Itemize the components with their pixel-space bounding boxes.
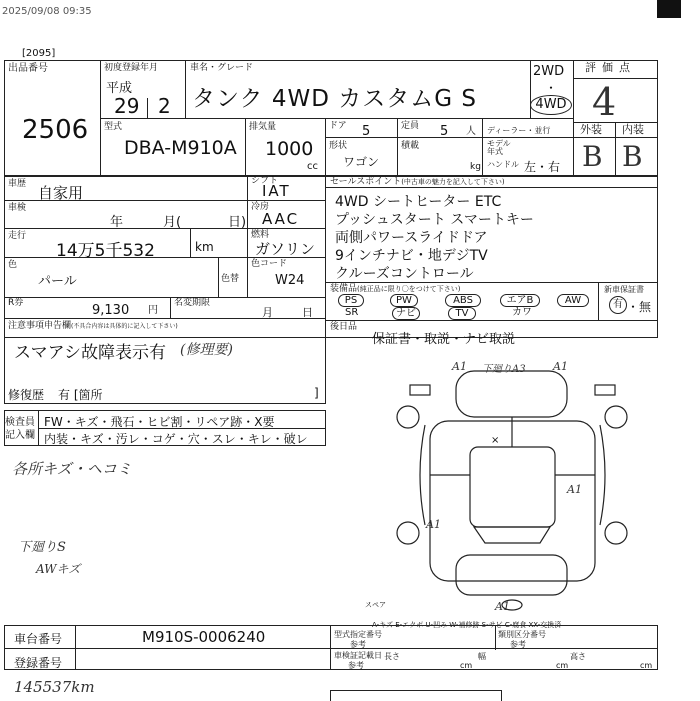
sales-label bbox=[330, 177, 505, 187]
ref-label-1: 参考 bbox=[350, 640, 366, 649]
notes-hand: (修理要) bbox=[180, 342, 233, 358]
usage-value: 自家用 bbox=[38, 184, 84, 202]
corner-mark bbox=[657, 0, 681, 18]
score-value: 4 bbox=[592, 80, 617, 124]
ext-score: B bbox=[582, 140, 603, 173]
color-code-label: 色コード bbox=[251, 259, 288, 269]
sales-label-text: セールスポイント bbox=[330, 177, 402, 187]
notes-label bbox=[8, 321, 178, 332]
docs-label: 後日品 bbox=[330, 322, 358, 332]
diagram-mark-4: A1 bbox=[567, 483, 582, 496]
recycle-label: R券 bbox=[8, 298, 24, 308]
docs-value: 保証書・取説・ナビ取説 bbox=[372, 332, 516, 347]
shape-value: ワゴン bbox=[343, 155, 380, 169]
diagram-mark-6: A1 bbox=[495, 600, 510, 613]
recycle-unit: 円 bbox=[148, 305, 158, 316]
name-change-label: 名変期限 bbox=[174, 298, 211, 308]
reg-date-label: 車検証記載日 bbox=[334, 651, 382, 660]
int-label: 内装 bbox=[622, 123, 644, 136]
print-date: 2025/09/08 09:35 bbox=[2, 6, 92, 17]
doors-label: ドア bbox=[329, 121, 347, 131]
sales-item-1: 4WD シートヒーター ETC bbox=[335, 194, 502, 210]
model-name-label: 車名・グレード bbox=[190, 63, 254, 73]
newcar-yes: 有 bbox=[609, 296, 627, 314]
inspect-label-1: 検査員 bbox=[5, 417, 35, 428]
notes-sub: (不具合内容は具体的に記入して下さい) bbox=[71, 323, 178, 330]
drive-4wd: 4WD bbox=[530, 95, 572, 115]
capacity-label: 定員 bbox=[401, 121, 420, 131]
inspect-label-2: 記入欄 bbox=[5, 430, 35, 441]
designated-label: 型式指定番号 bbox=[334, 630, 382, 639]
equipment-label-text: 装備品 bbox=[330, 284, 358, 294]
ref-label-2: 参考 bbox=[510, 640, 526, 649]
first-reg-label: 初度登録年月 bbox=[104, 63, 159, 73]
load-unit: kg bbox=[470, 162, 481, 172]
height-label: 高さ bbox=[570, 652, 586, 661]
length-label: 長さ bbox=[384, 652, 400, 661]
sheet-code: [2095] bbox=[22, 48, 56, 59]
hand-left-2: 下廻りS bbox=[18, 540, 66, 555]
hand-left-1: 各所キズ・ヘコミ bbox=[12, 460, 132, 478]
equip-tv: TV bbox=[448, 307, 476, 320]
handle-value: 左・右 bbox=[524, 160, 561, 174]
sales-item-5: クルーズコントロール bbox=[335, 266, 474, 282]
model-year-label: モデル年式 bbox=[487, 139, 511, 156]
diagram-mark-1: A1 bbox=[452, 360, 467, 373]
inspection-month: 月( bbox=[163, 215, 182, 230]
inspect-row-2: 内装・キズ・汚レ・コゲ・穴・スレ・キレ・破レ bbox=[44, 432, 308, 446]
drive-dot: ・ bbox=[545, 81, 558, 95]
repair-value: 有 [箇所 bbox=[58, 388, 103, 402]
color-label: 色 bbox=[8, 260, 18, 270]
int-score: B bbox=[622, 140, 643, 173]
equip-aw: AW bbox=[557, 294, 589, 307]
height-unit: cm bbox=[640, 661, 653, 670]
color-code: W24 bbox=[275, 273, 305, 288]
name-change-day: 日 bbox=[302, 306, 313, 319]
displacement-label: 排気量 bbox=[249, 122, 277, 132]
equip-abs: ABS bbox=[445, 294, 481, 307]
score-label: 評価点 bbox=[585, 61, 636, 74]
sales-item-2: プッシュスタート スマートキー bbox=[335, 212, 534, 228]
equip-airbag: エアB bbox=[500, 294, 540, 307]
equipment-sub: (純正品に限り〇をつけて下さい) bbox=[357, 285, 461, 293]
diagram-mark-5: A1 bbox=[426, 518, 441, 531]
notes-label-text: 注意事項申告欄 bbox=[8, 321, 72, 331]
color-value: パール bbox=[38, 274, 77, 289]
ext-label: 外装 bbox=[580, 123, 602, 136]
chassis-value: M910S-0006240 bbox=[142, 628, 266, 646]
drive-2wd: 2WD bbox=[533, 64, 565, 79]
displacement-value: 1000 bbox=[265, 138, 314, 160]
name-change-month: 月 bbox=[262, 306, 273, 319]
width-unit: cm bbox=[556, 661, 569, 670]
equip-navi: ナビ bbox=[392, 307, 420, 320]
load-label: 積載 bbox=[401, 141, 420, 151]
equip-sr: SR bbox=[345, 307, 359, 318]
newcar-no: ・無 bbox=[627, 300, 652, 314]
equip-pw: PW bbox=[390, 294, 418, 307]
fuel-label: 燃料 bbox=[251, 230, 270, 240]
repair-label: 修復歴 bbox=[8, 388, 45, 402]
hand-bottom: 145537km bbox=[14, 678, 95, 696]
bottom-right-box bbox=[330, 690, 502, 701]
model-name: タンク 4WD カスタムG S bbox=[192, 86, 477, 112]
fuel-value: ガソリン bbox=[255, 240, 316, 258]
diagram-mark-7: × bbox=[491, 435, 500, 446]
car-diagram bbox=[390, 355, 635, 617]
notes-value: スマアシ故障表示有 bbox=[14, 343, 166, 363]
shift-label: シフト bbox=[251, 176, 279, 186]
sales-sub: (中古車の魅力を記入して下さい) bbox=[401, 178, 505, 186]
color-change-label: 色替 bbox=[221, 274, 240, 284]
ref-label-3: 参考 bbox=[348, 661, 364, 670]
regno-label: 登録番号 bbox=[14, 656, 63, 670]
type-label: 型式 bbox=[104, 122, 123, 132]
length-unit: cm bbox=[460, 661, 473, 670]
capacity-value: 5 bbox=[440, 124, 449, 139]
equipment-label bbox=[330, 284, 460, 294]
newcar-label: 新車保証書 bbox=[604, 285, 644, 294]
inspect-row-1: FW・キズ・飛石・ヒビ割・リペア跡・X要 bbox=[44, 415, 275, 429]
lot-number: 2506 bbox=[22, 115, 89, 145]
first-reg-month: 2 bbox=[158, 94, 171, 118]
handle-label: ハンドル bbox=[487, 160, 519, 169]
type-value: DBA-M910A bbox=[124, 137, 237, 159]
doors-value: 5 bbox=[362, 124, 371, 139]
equip-leather: カワ bbox=[512, 307, 532, 318]
ac-label: 冷房 bbox=[251, 202, 270, 212]
repair-close: ] bbox=[314, 386, 319, 400]
hand-left-3: AWキズ bbox=[36, 562, 81, 576]
lot-label: 出品番号 bbox=[8, 63, 48, 74]
usage-label: 車歴 bbox=[8, 179, 27, 189]
diagram-mark-2: 下廻りA3 bbox=[482, 364, 526, 375]
inspection-label: 車検 bbox=[8, 203, 27, 213]
ac-value: AAC bbox=[262, 210, 300, 228]
diagram-legend: A-キズ E-エクボ U-凹み W-補修跡 S-サビ C-腐食 XX-交換済 bbox=[372, 621, 562, 629]
dealer-label: ディーラー・並行 bbox=[487, 126, 551, 135]
sales-item-3: 両側パワースライドドア bbox=[335, 230, 488, 246]
recycle-value: 9,130 bbox=[92, 303, 130, 318]
first-reg-year: 29 bbox=[114, 94, 140, 118]
chassis-label: 車台番号 bbox=[14, 632, 63, 646]
mileage-unit: km bbox=[195, 240, 214, 254]
mileage-value: 14万5千532 bbox=[56, 241, 155, 261]
spare-label: スペア bbox=[365, 601, 386, 609]
inspection-day: 日) bbox=[228, 215, 247, 230]
sales-item-4: 9インチナビ・地デジTV bbox=[335, 248, 488, 264]
capacity-unit: 人 bbox=[466, 126, 476, 137]
shift-value: IAT bbox=[262, 182, 291, 200]
class-label: 類別区分番号 bbox=[498, 630, 546, 639]
width-label: 幅 bbox=[478, 652, 486, 661]
shape-label: 形状 bbox=[329, 141, 348, 151]
diagram-mark-3: A1 bbox=[553, 360, 568, 373]
inspection-year: 年 bbox=[110, 215, 124, 230]
first-reg-era: 平成 bbox=[106, 81, 133, 96]
displacement-unit: cc bbox=[307, 161, 318, 172]
equip-ps: PS bbox=[338, 294, 364, 307]
mileage-label: 走行 bbox=[8, 231, 27, 241]
